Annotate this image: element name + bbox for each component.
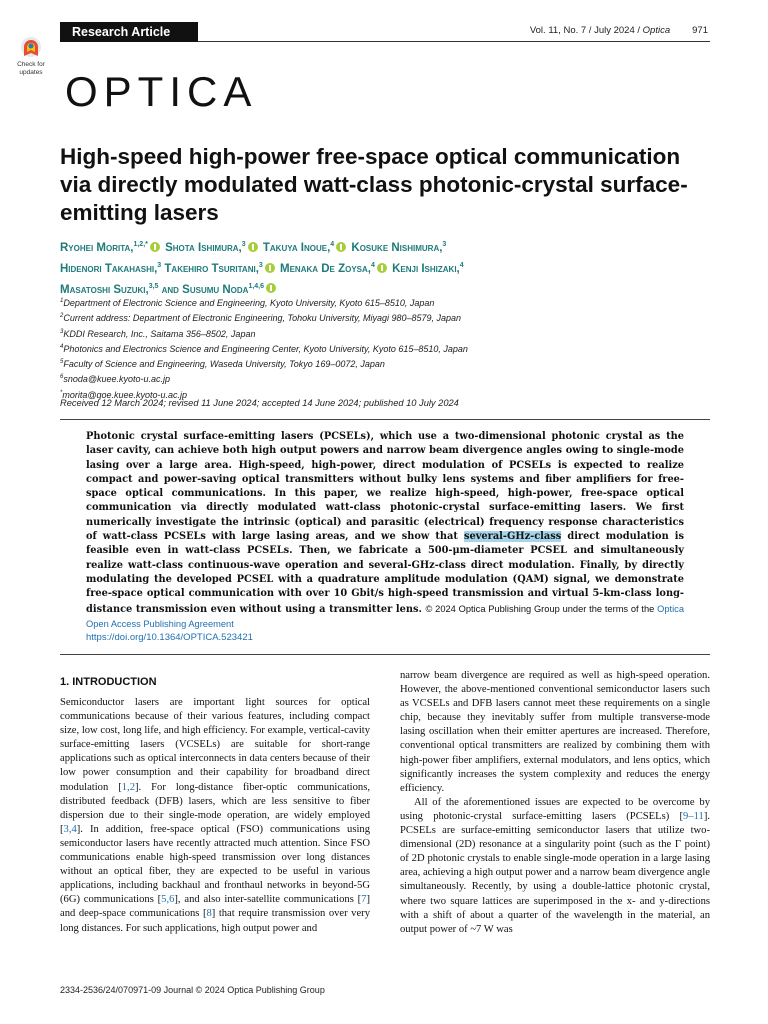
check-updates-icon [10, 34, 52, 64]
page-number: 971 [692, 25, 708, 36]
section-heading: 1. INTRODUCTION [60, 676, 157, 688]
abstract-text: direct modulation is feasible even in watt-class PCSELs. Then, we fabricate a 500-μm-diameter PCSEL and simultaneously realize watt-class continuous-wave operation and several-GHz-class direct modulation. Finally, by directly modulating the developed PCSEL with a quadrature amplitude modulation (QAM) signal, we demonstrate free-space optical communication with over 10 Gbit/s high-speed transmission and virtual 5-km-class long-distance transmission even without using a transmitter lens. [86, 531, 684, 615]
affil-sup: * [60, 389, 63, 396]
abstract-highlight[interactable]: several-GHz-class [463, 531, 562, 543]
open-access-link[interactable]: Optica Open Access Publishing Agreement [86, 603, 684, 629]
affil-text: KDDI Research, Inc., Saitama 356–8502, Japan [63, 328, 256, 339]
paragraph [400, 796, 710, 937]
affil-sup: 3 [60, 328, 64, 335]
publication-dates: Received 12 March 2024; revised 11 June 2024; accepted 14 June 2024; published 10 July 2024 [60, 398, 459, 408]
journal-masthead: OPTICA [65, 68, 258, 115]
citation-link[interactable]: 5,6 [161, 894, 175, 906]
body-text: ] that require transmission over very long distances. For such applications, high output power and [60, 908, 370, 934]
body-column-left [60, 696, 370, 936]
doi-link[interactable]: https://doi.org/10.1364/OPTICA.523421 [86, 632, 253, 643]
affiliation-item [60, 341, 710, 356]
author-line-1 [60, 236, 710, 257]
abstract-text: Photonic crystal surface-emitting lasers (PCSELs), which use a two-dimensional photonic crystal as the laser cavity, can achieve both high output powers and narrow beam divergence angles owing to single-mode lasing over a large area. High-speed, high-power, direct modulation of PCSELs is expected to realize compact and power-saving optical transmitters without bulky lens systems and fiber amplifiers for free-space optical communications. In this paper, we realize high-speed, high-power, free-space optical communication via directly modulated watt-class photonic-crystal surface-emitting lasers. We first numerically investigate the intrinsic (optical) and parasitic (electrical) frequency response characteristics of watt-class PCSELs with large lasing areas, and we show that [86, 431, 684, 543]
orcid-icon[interactable] [266, 283, 276, 293]
article-title: High-speed high-power free-space optical communication via directly modulated watt-class photonic-crystal surface-emitting lasers [60, 144, 688, 225]
affil-sup: 1 [60, 298, 64, 304]
affil-sup: 4 [60, 343, 64, 350]
author-name[interactable]: Kosuke Nishimura, [351, 241, 443, 254]
author-affil-sup: 3 [442, 241, 447, 248]
affil-sup: 2 [60, 313, 64, 320]
citation-link[interactable]: 1,2 [121, 781, 135, 793]
email-link[interactable]: morita@qoe.kuee.kyoto-u.ac.jp [62, 389, 188, 400]
citation-link[interactable]: 7 [361, 894, 367, 906]
author-affil-sup: 3 [157, 261, 162, 269]
affiliation-item [60, 310, 710, 325]
affil-sup: 6 [60, 374, 64, 381]
author-affil-sup: 1,4,6 [248, 282, 265, 290]
orcid-icon[interactable] [377, 263, 387, 273]
body-text: ]. In addition, free-space optical (FSO) communications using semiconductor lasers have recently attracted much attention. Since FSO communications enable high-speed transmission over long distances without an optical fiber, they are expected to be useful in various applications, including backhaul and fronthaul networks in beyond-5G (6G) communications [ [60, 823, 370, 906]
affil-text: Photonics and Electronics Science and Engineering Center, Kyoto University, Kyoto 615–8510, Japan [63, 343, 468, 354]
copyright-notice: © 2024 Optica Publishing Group under the terms of the [425, 603, 658, 614]
orcid-icon[interactable] [336, 242, 346, 252]
affil-text: Current address: Department of Electronic Engineering, Tohoku University, Miyagi 980–8579, Japan [63, 313, 462, 324]
author-name[interactable]: Hidenori Takahashi, [60, 262, 158, 275]
check-updates-label: Check for updates [17, 61, 45, 76]
paragraph: narrow beam divergence are required as well as high-speed operation. However, the above-mentioned conventional semiconductor lasers such as VCSELs and DFB lasers cannot meet these requirements on a single chip, because they inevitably suffer from multiple transverse-mode lasing oscillation when their emitter apertures are increased. Therefore, conventional optical transmitters are realized by combining them with high-power fiber amplifiers, external modulators, and lens optics, which significantly increases the system complexity and reduces the energy efficiency. [400, 670, 710, 794]
body-text: Semiconductor lasers are important light sources for optical communications because of their various features, including compact size, low cost, long life, and high efficiency. For example, vertical-cavity surface-emitting lasers (VCSELs) are suitable for short-range applications such as optical interconnects in data centers because of their low power consumption and their capability for broadband direct modulation [ [60, 697, 370, 793]
author-affil-sup: 4 [459, 261, 464, 269]
affiliation-item [60, 326, 710, 341]
body-text: ], and also inter-satellite communications [ [174, 894, 362, 906]
journal-volume: Vol. 11, No. 7 / July 2024 / [529, 25, 643, 36]
affil-text: Faculty of Science and Engineering, Waseda University, Tokyo 169–0072, Japan [63, 359, 385, 370]
section-top-rule [60, 654, 710, 655]
abstract-top-rule [60, 419, 710, 420]
author-name[interactable]: Kenji Ishizaki, [392, 262, 460, 275]
author-name[interactable]: Masatoshi Suzuki, [60, 283, 149, 296]
page-footer: 2334-2536/24/070971-09 Journal © 2024 Optica Publishing Group [60, 985, 325, 995]
orcid-icon[interactable] [265, 263, 275, 273]
affiliation-item [60, 295, 710, 310]
citation-link[interactable]: 9–11 [683, 810, 704, 822]
author-list [60, 236, 710, 298]
author-name[interactable]: Shota Ishimura, [165, 241, 242, 254]
paragraph [60, 696, 370, 936]
journal-name: Optica [642, 25, 671, 36]
header-rule [198, 41, 710, 42]
author-name[interactable]: Takehiro Tsuritani, [164, 262, 259, 275]
body-column-right [400, 669, 710, 937]
author-affil-sup: 4 [330, 241, 335, 248]
author-name[interactable]: Takuya Inoue, [262, 241, 331, 254]
author-name[interactable]: Menaka De Zoysa, [280, 262, 371, 275]
affiliations [60, 295, 710, 402]
orcid-icon[interactable] [248, 242, 258, 252]
affiliation-item [60, 371, 710, 386]
author-name[interactable]: Susumu Noda [182, 283, 249, 296]
body-text: All of the aforementioned issues are expected to be overcome by using photonic-crystal surface-emitting lasers (PCSELs) [ [400, 796, 710, 822]
author-affil-sup: 3 [241, 241, 246, 248]
affil-sup: 5 [60, 359, 64, 366]
author-affil-sup: 3 [258, 261, 263, 269]
article-type-label: Research Article [60, 22, 198, 42]
affil-text: Department of Electronic Science and Engineering, Kyoto University, Kyoto 615–8510, Japan [63, 298, 435, 308]
author-affil-sup: 3,5 [148, 282, 159, 290]
email-link[interactable]: snoda@kuee.kyoto-u.ac.jp [63, 374, 171, 385]
journal-info [530, 25, 708, 36]
body-text: ]. For long-distance fiber-optic communications, distributed feedback (DFB) lasers, which are less sensitive to fiber dispersion due to their single-mode operation, are widely employed [ [60, 781, 370, 835]
abstract [86, 430, 684, 632]
orcid-icon[interactable] [150, 242, 160, 252]
citation-link[interactable]: 3,4 [63, 823, 77, 835]
author-line-2 [60, 257, 710, 278]
affiliation-item [60, 356, 710, 371]
body-text: ]. PCSELs are surface-emitting semiconductor lasers that utilize two-dimensional (2D) resonance at a singularity point (such as the Γ point) of 2D photonic crystals to enable single-mode operation in a large lasing area, achieving a high output power and a narrow beam divergence angle simultaneously. Recently, by using a double-lattice photonic crystal, where two square lattices are superimposed in the x- and y-directions with a shift of about a quarter of the wavelength in the material, an output power of ~7 W was [400, 810, 710, 935]
author-affil-sup: 1,2,* [133, 241, 148, 248]
body-text: ] and deep-space communications [ [60, 894, 370, 920]
author-conjunction: and [161, 283, 179, 296]
author-name[interactable]: Ryohei Morita, [60, 241, 134, 254]
citation-link[interactable]: 8 [206, 908, 212, 920]
author-affil-sup: 4 [370, 261, 375, 269]
